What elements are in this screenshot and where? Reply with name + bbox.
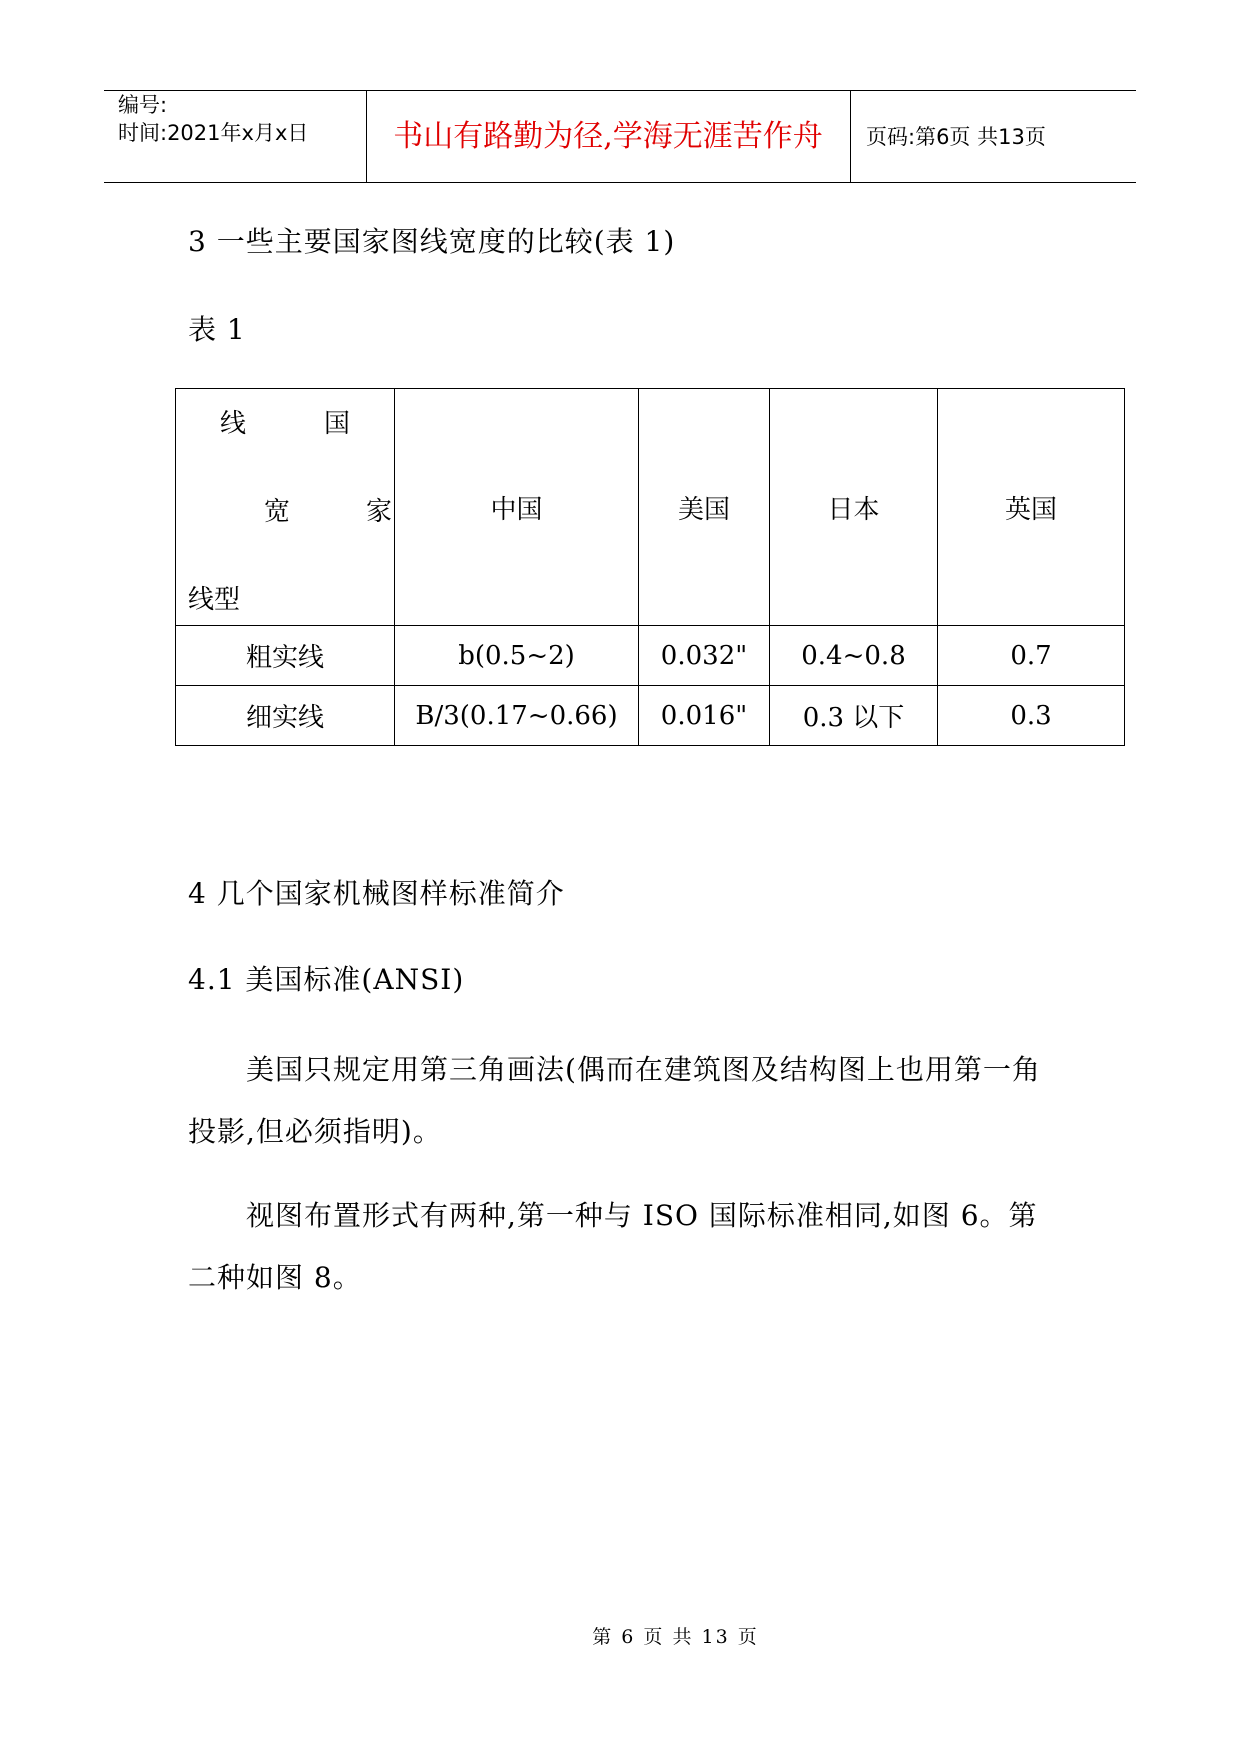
cell-thin-japan: 0.3 以下 (770, 686, 938, 746)
header-number-label: 编号: (118, 93, 168, 117)
column-header-japan: 日本 (770, 389, 938, 626)
column-header-china: 中国 (395, 389, 639, 626)
section-4-1-heading: 4.1 美国标准(ANSI) (188, 963, 465, 996)
paragraph-1-line-1: 美国只规定用第三角画法(偶而在建筑图及结构图上也用第一角 (246, 1053, 1041, 1086)
column-header-usa: 美国 (639, 389, 770, 626)
row-type-thin: 细实线 (176, 686, 395, 746)
corner-label-bottom: 线型 (188, 585, 241, 615)
table-row (176, 626, 1125, 686)
corner-label-top-right: 国 (324, 409, 351, 439)
header-bottom-rule (104, 182, 1136, 183)
header-top-rule (104, 90, 1136, 91)
corner-label-mid-left: 宽 (264, 497, 291, 527)
section-3-heading: 3 一些主要国家图线宽度的比较(表 1) (188, 225, 676, 258)
corner-label-mid-right: 家 (366, 497, 393, 527)
cell-thick-japan: 0.4~0.8 (770, 626, 938, 686)
corner-label-top-left: 线 (220, 409, 247, 439)
header-date-label: 时间:2021年x月x日 (118, 121, 309, 145)
footer-page-number: 第 6 页 共 13 页 (592, 1626, 759, 1648)
table-row (176, 686, 1125, 746)
cell-thin-uk: 0.3 (938, 686, 1125, 746)
paragraph-2-line-2: 二种如图 8。 (188, 1261, 362, 1294)
section-4-heading: 4 几个国家机械图样标准简介 (188, 877, 565, 910)
table-corner-cell (176, 389, 395, 626)
header-motto: 书山有路勤为径,学海无涯苦作舟 (393, 119, 823, 154)
header-divider-right (850, 90, 851, 182)
paragraph-1-line-2: 投影,但必须指明)。 (188, 1115, 442, 1148)
paragraph-2-line-1: 视图布置形式有两种,第一种与 ISO 国际标准相同,如图 6。第 (246, 1199, 1038, 1232)
cell-thin-usa: 0.016" (639, 686, 770, 746)
header-page-label: 页码:第6页 共13页 (866, 125, 1046, 149)
cell-thick-usa: 0.032" (639, 626, 770, 686)
table-header-row (176, 389, 1125, 626)
row-type-thick: 粗实线 (176, 626, 395, 686)
line-width-table (175, 388, 1125, 746)
column-header-uk: 英国 (938, 389, 1125, 626)
cell-thin-china: B/3(0.17~0.66) (395, 686, 639, 746)
cell-thick-china: b(0.5~2) (395, 626, 639, 686)
cell-thick-uk: 0.7 (938, 626, 1125, 686)
table-caption: 表 1 (188, 313, 246, 346)
